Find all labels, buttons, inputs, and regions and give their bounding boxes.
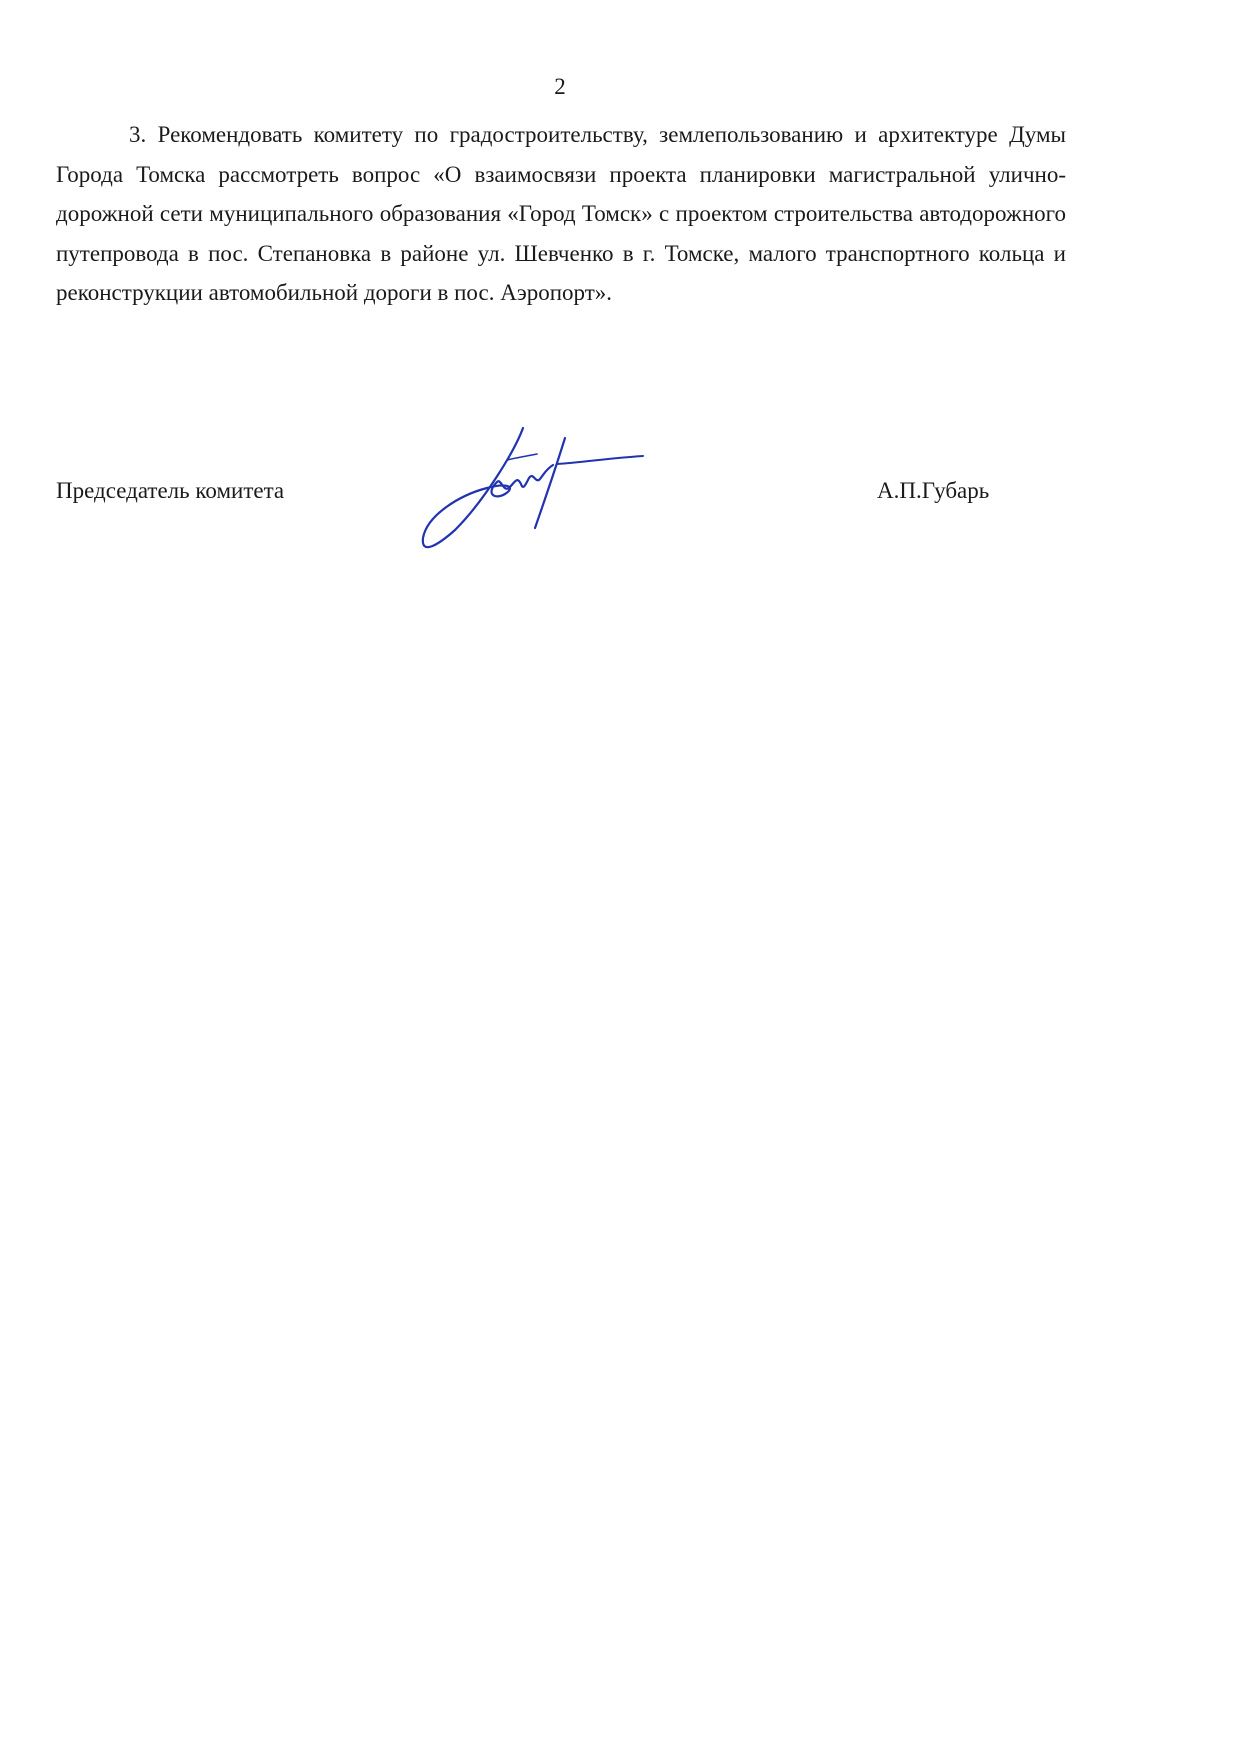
page-number: 2	[554, 74, 566, 99]
signature-block	[0, 0, 1240, 600]
signature-stroke-cross	[507, 454, 537, 460]
signer-position: Председатель комитета	[56, 478, 285, 503]
handwritten-signature	[415, 420, 675, 560]
signer-name: А.П.Губарь	[877, 478, 990, 503]
signature-stroke-vertical	[535, 438, 565, 528]
signature-stroke-dash	[557, 456, 643, 464]
signature-stroke-main	[423, 428, 553, 547]
body-paragraph: 3. Рекомендовать комитету по градостроительству, землепользованию и архитектуре Думы Города Томска рассмотреть вопрос «О взаимосвязи проекта планировки магистральной улично-дорожной сети муниципального образования «Город Томск» с проектом строительства автодорожного путепровода в пос. Степановка в районе ул. Шевченко в г. Томске, малого транспортного кольца и реконструкции автомобильной дороги в пос. Аэропорт».	[56, 122, 1066, 305]
